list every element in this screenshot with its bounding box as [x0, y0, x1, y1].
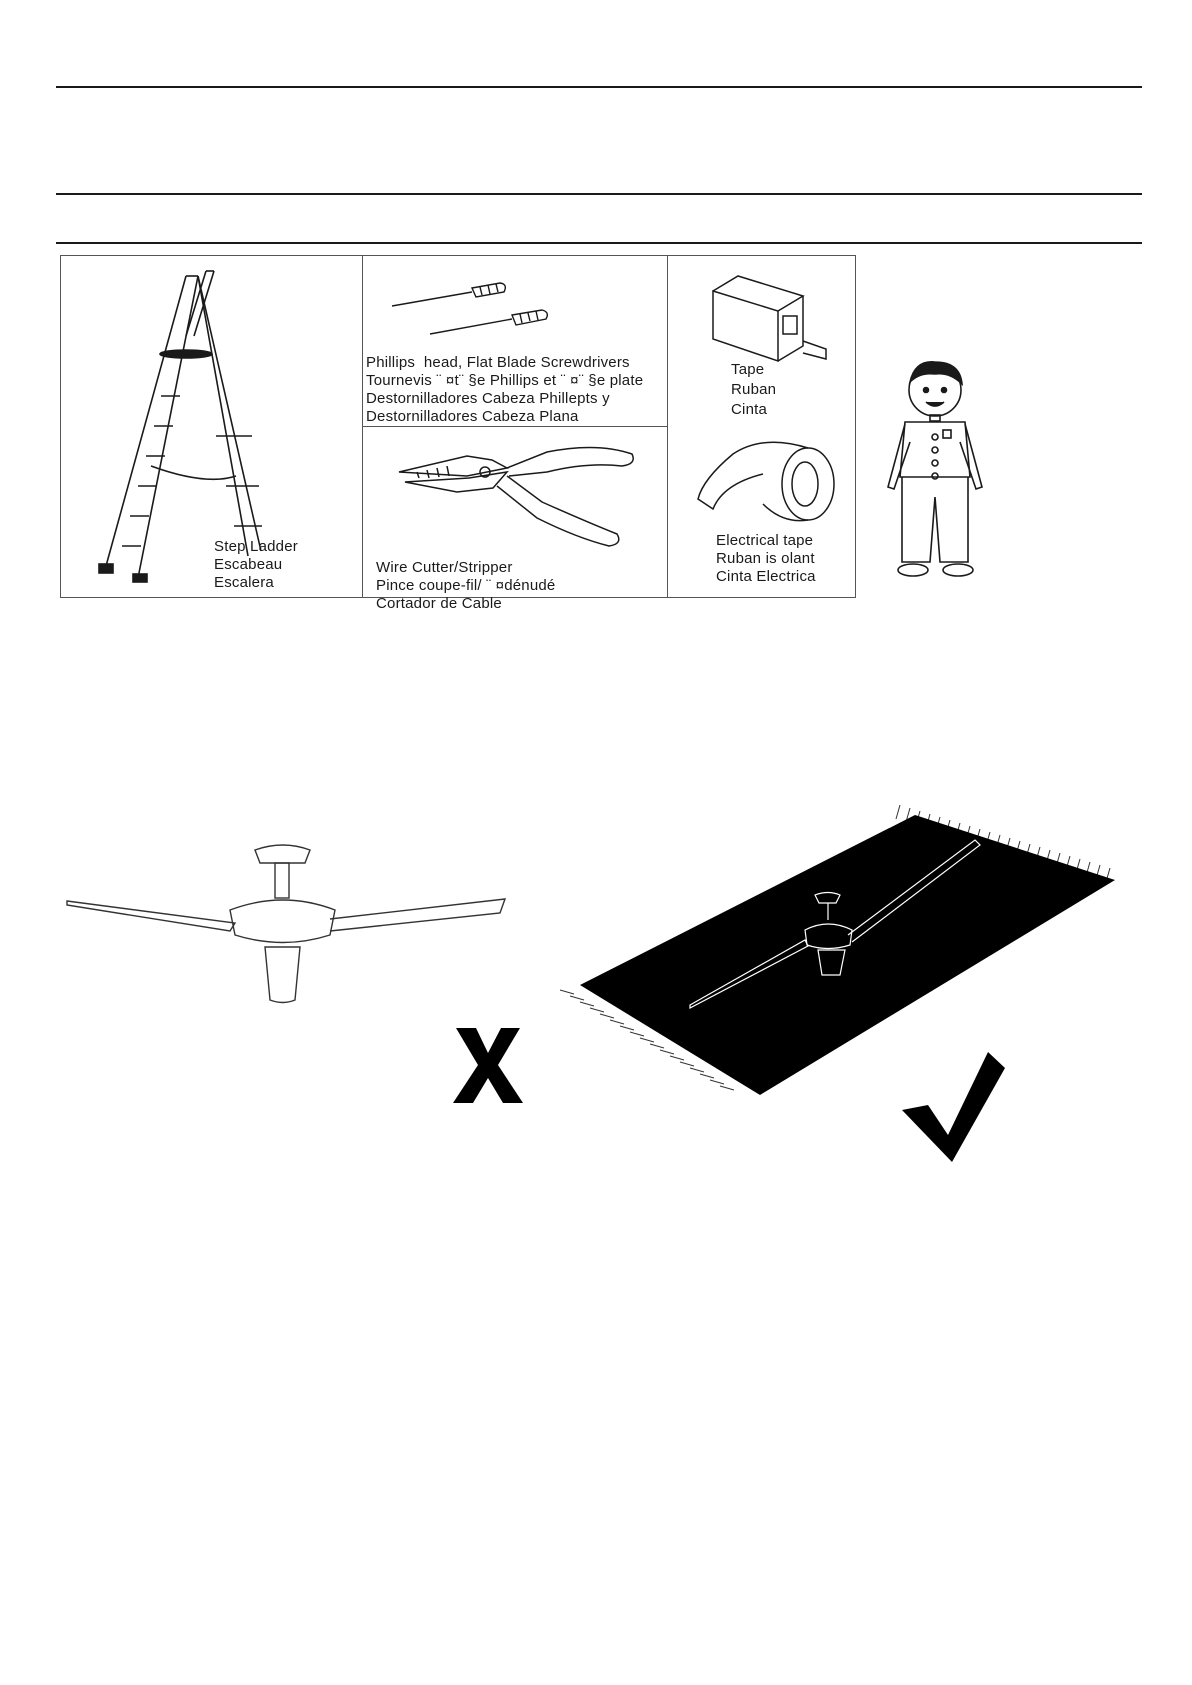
- tape-label-en: Tape: [731, 361, 765, 378]
- screwdriver-label-2: Tournevis ¨ ¤t¨ §e Phillips et ¨ ¤¨ §e plate: [366, 372, 644, 389]
- section-rule-2: [56, 242, 1142, 244]
- wire-cutter-label-es: Cortador de Cable: [376, 595, 502, 612]
- screwdriver-label-4: Destornilladores Cabeza Plana: [366, 408, 579, 425]
- section-rule-1: [56, 193, 1142, 195]
- wire-cutter-cell: [362, 427, 667, 612]
- tape-measure-icon: [708, 271, 828, 366]
- wire-stripper-icon: [397, 442, 637, 552]
- tools-table: [60, 255, 856, 612]
- ladder-label-en: Step Ladder: [214, 538, 298, 555]
- screwdriver-icon: [390, 274, 570, 344]
- screwdrivers-cell: [362, 256, 667, 426]
- person-helper-icon: [880, 352, 990, 582]
- ladder-cell: [61, 256, 362, 597]
- check-mark-icon: [900, 1050, 1010, 1165]
- carpet-icon: [560, 800, 1140, 1170]
- electrical-tape-roll-icon: [693, 424, 843, 534]
- ceiling-fan-icon: [65, 835, 515, 1025]
- ladder-label-es: Escalera: [214, 574, 274, 591]
- tape-label-es: Cinta: [731, 401, 768, 418]
- ladder-label-fr: Escabeau: [214, 556, 283, 573]
- screwdriver-label-1: Phillips head, Flat Blade Screwdrivers: [366, 354, 630, 371]
- wire-cutter-label-en: Wire Cutter/Stripper: [376, 559, 513, 576]
- top-rule: [56, 86, 1142, 88]
- screwdriver-label-3: Destornilladores Cabeza Phillepts y: [366, 390, 610, 407]
- tape-label-fr: Ruban: [731, 381, 777, 398]
- electrical-tape-label-en: Electrical tape: [716, 532, 814, 549]
- cross-mark-icon: [448, 1023, 528, 1108]
- tape-cell: [668, 256, 856, 597]
- wire-cutter-label-fr: Pince coupe-fil/ ¨ ¤dénudé: [376, 577, 556, 594]
- electrical-tape-label-es: Cinta Electrica: [716, 568, 816, 585]
- electrical-tape-label-fr: Ruban is olant: [716, 550, 815, 567]
